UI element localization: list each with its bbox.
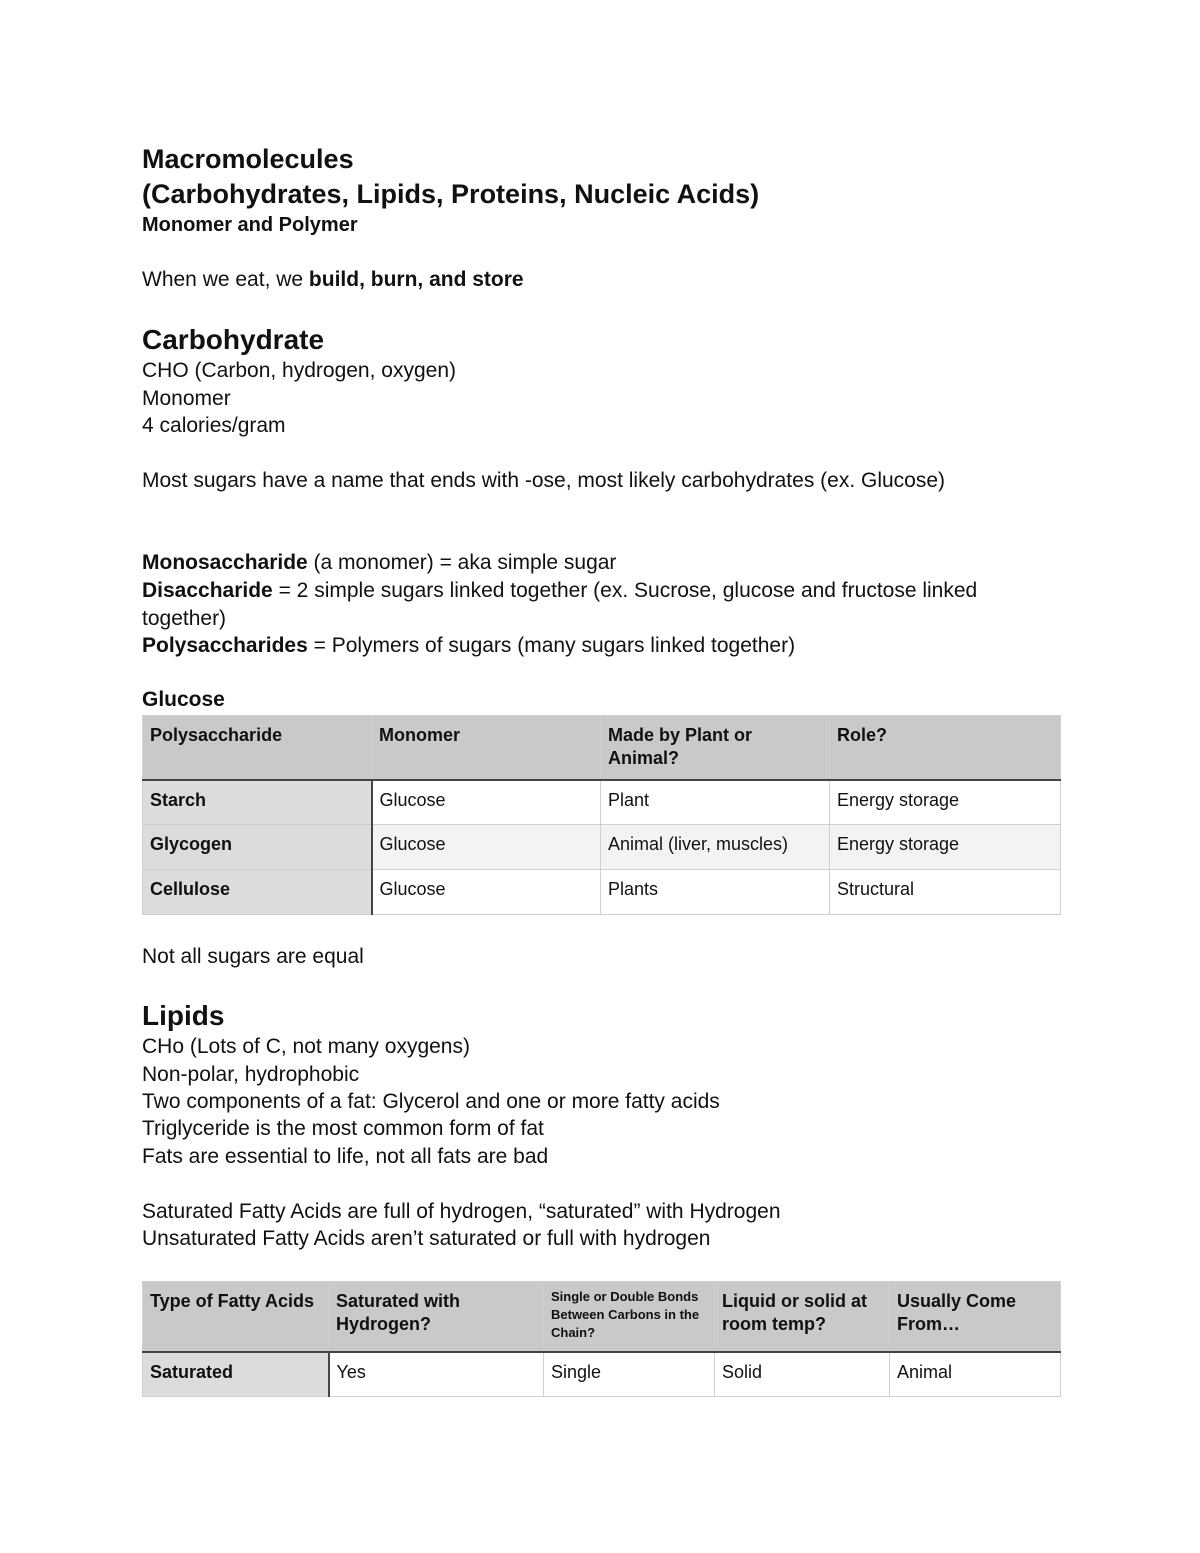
glucose-table-label: Glucose <box>142 688 225 711</box>
carb-line-calories: 4 calories/gram <box>142 414 286 437</box>
polysaccharide-table <box>142 715 1061 915</box>
table-header-row <box>143 716 1061 780</box>
column-header: Monomer <box>372 716 601 780</box>
table-cell: Glucose <box>372 825 601 870</box>
fatty-acid-table <box>142 1281 1061 1397</box>
definition-polysaccharides: Polysaccharides = Polymers of sugars (many sugars linked together) <box>142 634 796 657</box>
table-row <box>143 870 1061 915</box>
column-header: Single or Double Bonds Between Carbons in the Chain? <box>544 1282 715 1352</box>
row-header: Starch <box>143 780 372 825</box>
table-cell: Structural <box>830 870 1061 915</box>
carbohydrate-heading: Carbohydrate <box>142 324 325 355</box>
lipid-line: Triglyceride is the most common form of fat <box>142 1117 544 1140</box>
definition-disaccharide: Disaccharide = 2 simple sugars linked together (ex. Sucrose, glucose and fructose linked together) <box>142 579 978 630</box>
table-cell: Animal (liver, muscles) <box>601 825 830 870</box>
lipid-line: Non-polar, hydrophobic <box>142 1063 360 1086</box>
column-header: Polysaccharide <box>143 716 372 780</box>
column-header: Saturated with Hydrogen? <box>329 1282 544 1352</box>
page-title: Macromolecules <box>142 144 354 174</box>
table-cell: Single <box>544 1352 715 1397</box>
column-header: Role? <box>830 716 1061 780</box>
table-cell: Energy storage <box>830 825 1061 870</box>
table-cell: Solid <box>715 1352 890 1397</box>
page-title-subjects: (Carbohydrates, Lipids, Proteins, Nucleic Acids) <box>142 179 760 209</box>
after-table-note: Not all sugars are equal <box>142 945 364 968</box>
table-row <box>143 825 1061 870</box>
carb-line-monomer: Monomer <box>142 387 231 410</box>
table-row <box>143 1352 1061 1397</box>
sugar-note: Most sugars have a name that ends with -ose, most likely carbohydrates (ex. Glucose) <box>142 469 946 492</box>
table-cell: Yes <box>329 1352 544 1397</box>
page-subtitle: Monomer and Polymer <box>142 214 358 236</box>
unsaturated-line: Unsaturated Fatty Acids aren’t saturated or full with hydrogen <box>142 1227 711 1250</box>
table-row <box>143 780 1061 825</box>
column-header: Made by Plant or Animal? <box>601 716 830 780</box>
lipid-line: Two components of a fat: Glycerol and one or more fatty acids <box>142 1090 720 1113</box>
table-cell: Plant <box>601 780 830 825</box>
carb-line-composition: CHO (Carbon, hydrogen, oxygen) <box>142 359 456 382</box>
table-cell: Energy storage <box>830 780 1061 825</box>
lipid-line: Fats are essential to life, not all fats are bad <box>142 1145 549 1168</box>
column-header: Type of Fatty Acids <box>143 1282 329 1352</box>
table-cell: Plants <box>601 870 830 915</box>
column-header: Liquid or solid at room temp? <box>715 1282 890 1352</box>
table-header-row <box>143 1282 1061 1352</box>
column-header: Usually Come From… <box>890 1282 1061 1352</box>
table-cell: Glucose <box>372 780 601 825</box>
definition-monosaccharide: Monosaccharide (a monomer) = aka simple sugar <box>142 551 617 574</box>
lipid-line: CHo (Lots of C, not many oxygens) <box>142 1035 470 1058</box>
row-header: Cellulose <box>143 870 372 915</box>
table-cell: Glucose <box>372 870 601 915</box>
saturated-line: Saturated Fatty Acids are full of hydrogen, “saturated” with Hydrogen <box>142 1200 781 1223</box>
row-header: Glycogen <box>143 825 372 870</box>
row-header: Saturated <box>143 1352 329 1397</box>
table-cell: Animal <box>890 1352 1061 1397</box>
lipids-heading: Lipids <box>142 1000 225 1031</box>
intro-paragraph: When we eat, we build, burn, and store <box>142 268 524 291</box>
